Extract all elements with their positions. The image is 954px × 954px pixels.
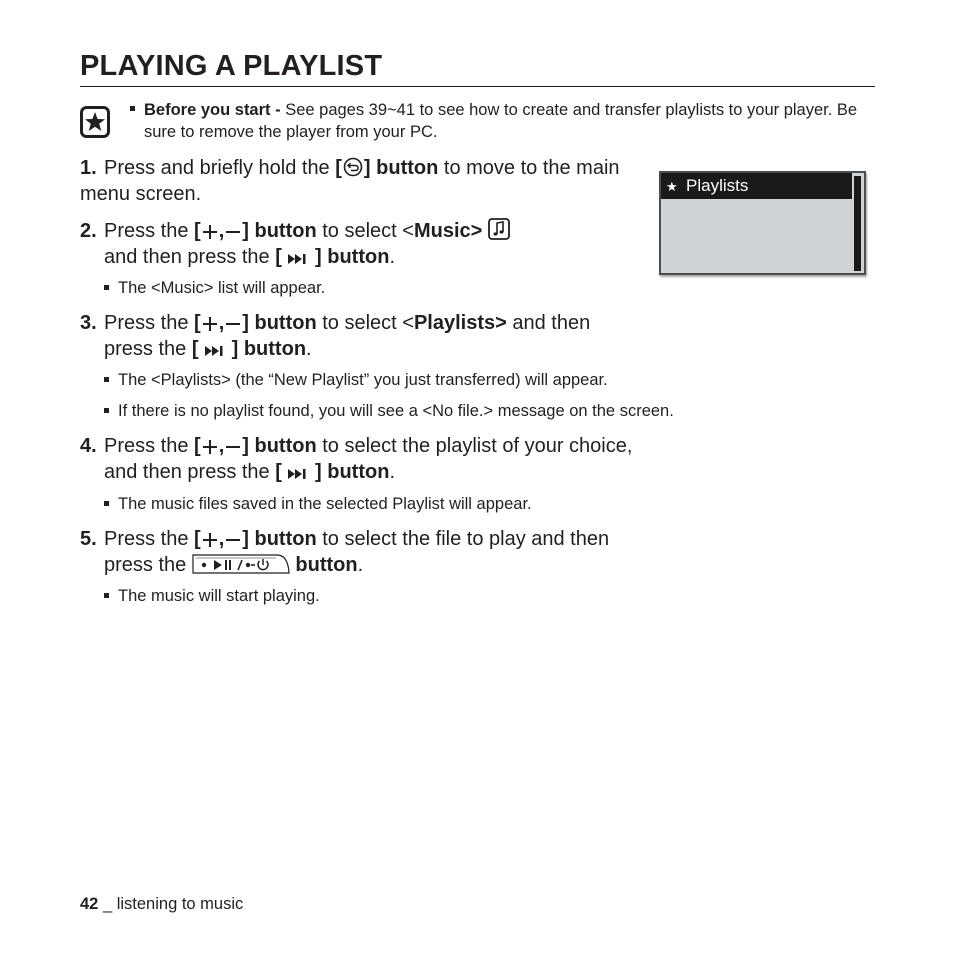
- step-number: 1.: [80, 157, 97, 179]
- bullet: [104, 408, 109, 413]
- step-number: 4.: [80, 435, 97, 457]
- menu-target: Music>: [413, 220, 483, 242]
- note-lead: Before you start -: [144, 101, 281, 119]
- button-label: ] button: [242, 435, 317, 457]
- step-text: Press the: [104, 528, 195, 550]
- menu-item-label: Playlists: [686, 176, 749, 195]
- button-label: ] button: [242, 528, 317, 550]
- step-3: [80, 311, 680, 362]
- button-separator: ,: [218, 528, 225, 550]
- step-text: press the: [104, 553, 192, 576]
- scrollbar-thumb: [855, 177, 860, 270]
- music-note-icon: [488, 218, 510, 240]
- title-divider: [80, 86, 875, 87]
- step-text: .: [389, 245, 395, 268]
- bullet: [104, 501, 109, 506]
- page-title: PLAYING A PLAYLIST: [80, 50, 383, 82]
- bullet: [130, 106, 135, 111]
- note-text: See pages 39~41 to see how to create and transfer playlists to your player. Be sure to remove the player from your PC.: [144, 101, 858, 141]
- note-star-icon: [80, 106, 110, 138]
- step-text: and then: [506, 312, 591, 334]
- button-label: ] button: [315, 460, 390, 483]
- bullet: [104, 285, 109, 290]
- back-button-icon: [342, 157, 364, 177]
- minus-icon: [224, 316, 242, 332]
- step-text: to select the file to play and then: [316, 528, 610, 550]
- button-separator: ,: [218, 312, 225, 334]
- menu-target: Playlists>: [413, 312, 507, 334]
- step-text: to move to the main menu screen.: [80, 157, 620, 205]
- minus-icon: [224, 532, 242, 548]
- button-bracket: [: [335, 157, 342, 179]
- step-text: Press and briefly hold the: [104, 157, 336, 179]
- step-text: .: [306, 337, 312, 360]
- scrollbar: [854, 176, 861, 271]
- step-number: 3.: [80, 312, 97, 334]
- button-bracket: [: [275, 460, 282, 483]
- step-text: Press the: [104, 435, 195, 457]
- step-number: 5.: [80, 528, 97, 550]
- step-4: [80, 434, 780, 485]
- star-icon: ★: [666, 179, 678, 194]
- button-label: ] button: [242, 220, 317, 242]
- note-text: The <Music> list will appear.: [118, 279, 326, 297]
- step-text: .: [357, 553, 364, 576]
- button-bracket: [: [194, 220, 201, 242]
- skip-forward-icon: [204, 344, 226, 358]
- step-text: to select <: [316, 220, 414, 242]
- step-2: [80, 218, 660, 270]
- minus-icon: [224, 439, 242, 455]
- step-text: to select <: [316, 312, 414, 334]
- step-number: 2.: [80, 220, 97, 242]
- step-3-note-1: [104, 370, 608, 390]
- button-bracket: [: [191, 337, 199, 360]
- note-text: The music will start playing.: [118, 587, 320, 605]
- plus-icon: [201, 224, 219, 240]
- step-text: and then press the: [104, 245, 276, 268]
- device-screen: [659, 171, 866, 275]
- step-4-note: [104, 494, 532, 514]
- button-separator: ,: [218, 220, 225, 242]
- step-text: Press the: [104, 220, 195, 242]
- plus-icon: [201, 316, 219, 332]
- step-1: [80, 156, 660, 207]
- bullet: [104, 377, 109, 382]
- step-text: Press the: [104, 312, 195, 334]
- step-text: .: [389, 460, 395, 483]
- skip-forward-icon: [287, 252, 309, 266]
- skip-forward-icon: [287, 467, 309, 481]
- step-3-note-2: [104, 401, 674, 421]
- button-bracket: [: [194, 435, 201, 457]
- button-label: ] button: [231, 337, 307, 360]
- note-text: If there is no playlist found, you will see a <No file.> message on the screen.: [118, 402, 674, 420]
- step-5: [80, 527, 760, 578]
- button-label: ] button: [363, 157, 439, 179]
- button-bracket: [: [194, 528, 201, 550]
- button-bracket: [: [194, 312, 201, 334]
- button-separator: ,: [218, 435, 225, 457]
- step-text: and then press the: [104, 460, 276, 483]
- button-label: ] button: [242, 312, 317, 334]
- button-label: ] button: [315, 245, 390, 268]
- section-name: _ listening to music: [98, 895, 244, 913]
- menu-item-playlists: [661, 173, 852, 199]
- step-5-note: [104, 586, 320, 606]
- note-text: The music files saved in the selected Playlist will appear.: [118, 495, 532, 513]
- page-number: 42: [80, 895, 99, 913]
- note: [130, 99, 875, 143]
- step-text: press the: [104, 337, 192, 360]
- button-bracket: [: [275, 245, 282, 268]
- bullet: [104, 593, 109, 598]
- note-text: The <Playlists> (the “New Playlist” you just transferred) will appear.: [118, 371, 608, 389]
- button-label: button: [289, 553, 358, 576]
- page-footer: [80, 895, 243, 914]
- plus-icon: [201, 439, 219, 455]
- plus-icon: [201, 532, 219, 548]
- step-2-note: [104, 278, 325, 298]
- play-pause-power-icon: [192, 554, 290, 574]
- minus-icon: [224, 224, 242, 240]
- step-text: to select the playlist of your choice,: [316, 435, 633, 457]
